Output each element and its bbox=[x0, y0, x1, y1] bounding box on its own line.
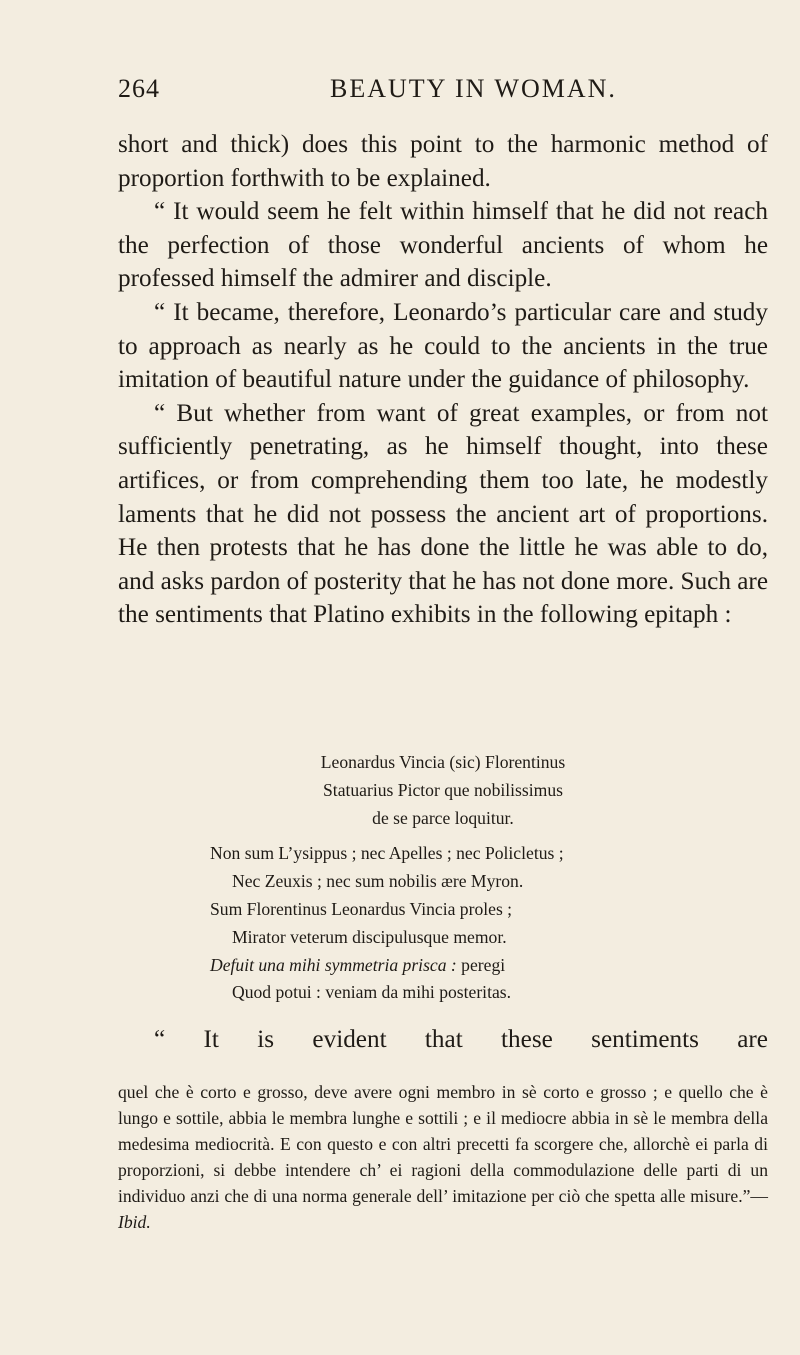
epitaph-heading-2: Statuarius Pictor que nobilissimus bbox=[323, 779, 563, 800]
epitaph-verse-1: Non sum L’ysippus ; nec Apelles ; nec Policletus ; bbox=[210, 843, 564, 864]
epitaph-verse-6: Quod potui : veniam da mihi posteritas. bbox=[232, 982, 512, 1003]
epitaph-verse-3: Sum Florentinus Leonardus Vincia proles ; bbox=[210, 898, 513, 919]
continuation-line: “ It is evident that these sentiments are bbox=[154, 1026, 768, 1053]
epitaph-verse-2: Nec Zeuxis ; nec sum nobilis ære Myron. bbox=[232, 871, 524, 892]
epitaph-verse-5-rest: peregi bbox=[456, 954, 506, 975]
footnote bbox=[118, 1080, 768, 1235]
paragraph-3: “ It became, therefore, Leonardo’s particular care and study to approach as nearly as he could to the ancients in the true imitation of beautiful nature under the guidance of philosophy. bbox=[118, 298, 768, 394]
page-number: 264 bbox=[118, 74, 160, 103]
footnote-text bbox=[118, 1080, 768, 1235]
footnote-source: Ibid. bbox=[118, 1211, 151, 1232]
epitaph-verse-4: Mirator veterum discipulusque memor. bbox=[232, 926, 507, 947]
footnote-body: quel che è corto e grosso, deve avere ogni membro in sè corto e grosso ; e quello che è lungo e sottile, abbia le membra lunghe e sottili ; e il mediocre abbia in sè le membra della medesima mediocrità. E con questo e con altri precetti fa scorgere che, allorchè ei parla di proporzioni, si debbe intendere ch’ ei ragioni della commodulazione delle parti di un individuo anzi che di una norma generale dell’ imitazione per ciò che spetta alle misure.”— bbox=[118, 1082, 768, 1206]
running-title: BEAUTY IN WOMAN. bbox=[330, 74, 617, 103]
epitaph-heading-3: de se parce loquitur. bbox=[372, 807, 514, 828]
epitaph-verse-5-italic: Defuit una mihi symmetria prisca : bbox=[210, 954, 457, 975]
epitaph bbox=[118, 749, 768, 1007]
main-text bbox=[118, 128, 768, 632]
epitaph-verse-5 bbox=[118, 952, 768, 980]
epitaph-heading-1: Leonardus Vincia (sic) Florentinus bbox=[320, 752, 566, 772]
paragraph-2: “ It would seem he felt within himself that he did not reach the perfection of those wonderful ancients of whom he professed himself the admirer and disciple. bbox=[118, 198, 768, 293]
running-header bbox=[118, 74, 760, 114]
paragraph-1: short and thick) does this point to the harmonic method of proportion forthwith to be explained. bbox=[118, 131, 768, 192]
paragraph-4: “ But whether from want of great examples, or from not sufficiently penetrating, as he himself thought, into these artifices, or from comprehending them too late, he modestly laments that he did not possess the ancient art of proportions. He then protests that he has done the little he was able to do, and asks pardon of posterity that he has not done more. Such are the sentiments that Platino exhibits in the following epitaph : bbox=[118, 399, 768, 629]
